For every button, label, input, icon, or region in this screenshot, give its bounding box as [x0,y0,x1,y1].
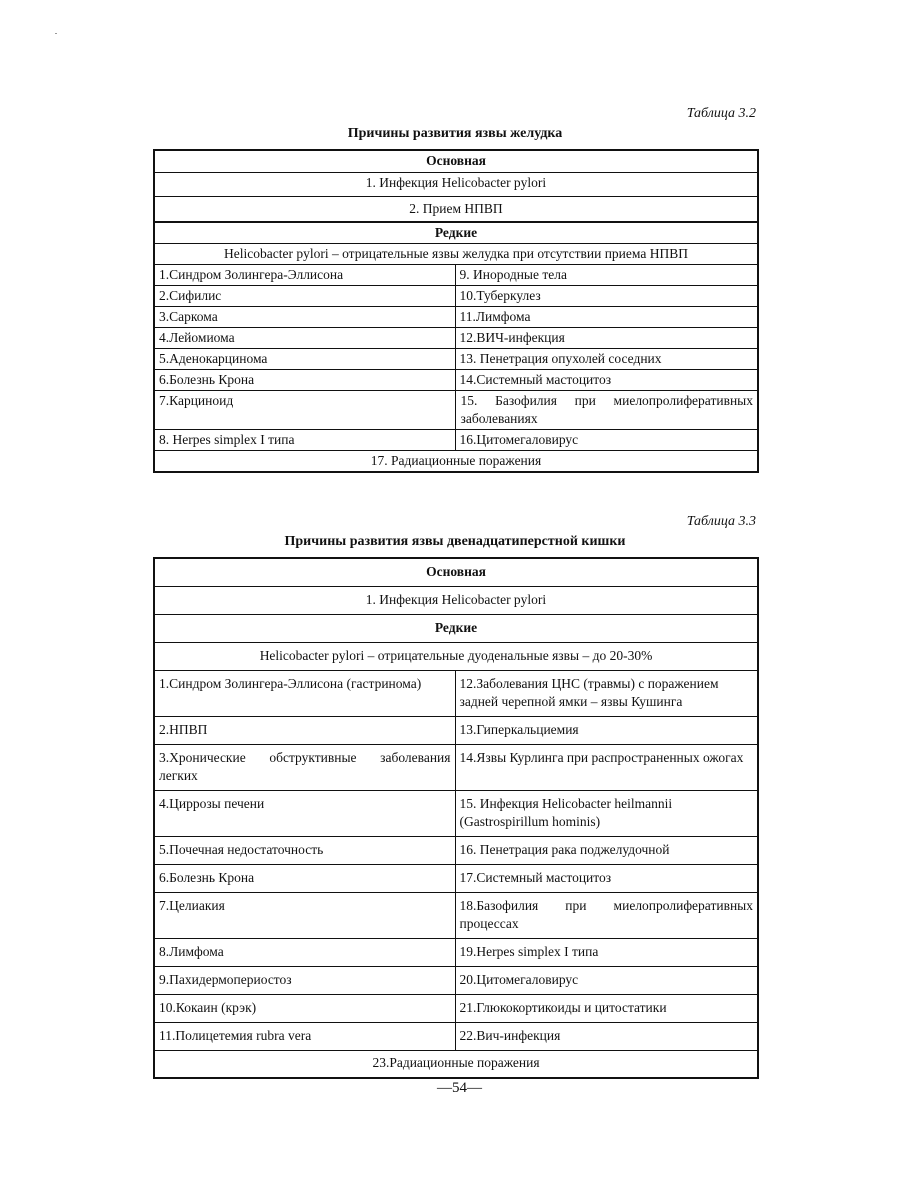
table2-label: Таблица 3.3 [686,514,756,529]
table-row [154,1023,758,1051]
table-row [154,328,758,349]
table-cell: 13. Пенетрация опухолей соседних [455,349,758,370]
table-row [154,370,758,391]
table-row [154,286,758,307]
table1-main-item: 2. Прием НПВП [154,197,758,223]
table1-main-header: Основная [154,150,758,173]
table-cell: 19.Herpes simplex I типа [455,939,758,967]
table1-label: Таблица 3.2 [686,106,756,121]
table-row [154,671,758,717]
table-row [154,837,758,865]
table2-title: Причины развития язвы двенадцатиперстной кишки [284,534,626,549]
table-row [154,865,758,893]
page-number: —54— [437,1080,482,1096]
table2-rare-header: Редкие [154,615,758,643]
table-cell: 10.Туберкулез [455,286,758,307]
table-cell: 15. Базофилия при миелопролиферативных заболеваниях [455,391,758,430]
table-row [154,349,758,370]
table-cell: 16.Цитомегаловирус [455,430,758,451]
table-cell: 8.Лимфома [154,939,455,967]
scan-speck [55,33,57,34]
table-cell: 3.Хронические обструктивные заболевания легких [154,745,455,791]
table-cell: 2.НПВП [154,717,455,745]
table2-rare-note: Helicobacter pylori – отрицательные дуоденальные язвы – до 20-30% [154,643,758,671]
table-row [154,307,758,328]
table-cell: 21.Глюкокортикоиды и цитостатики [455,995,758,1023]
table2-main-item: 1. Инфекция Helicobacter pylori [154,587,758,615]
table-cell: 20.Цитомегаловирус [455,967,758,995]
table-cell: 6.Болезнь Крона [154,865,455,893]
table-cell: 7.Целиакия [154,893,455,939]
table-cell: 4.Лейомиома [154,328,455,349]
table-cell: 10.Кокаин (крэк) [154,995,455,1023]
table-cell: 5.Почечная недостаточность [154,837,455,865]
table-row [154,745,758,791]
table-cell: 2.Сифилис [154,286,455,307]
table1-title: Причины развития язвы желудка [347,126,563,141]
table-cell: 1.Синдром Золингера-Эллисона (гастринома) [154,671,455,717]
table-cell: 18.Базофилия при миелопролиферативных процессах [455,893,758,939]
table-row [154,967,758,995]
table-cell: 11.Полицетемия rubra vera [154,1023,455,1051]
table-cell: 1.Синдром Золингера-Эллисона [154,265,455,286]
table-cell: 6.Болезнь Крона [154,370,455,391]
table-row [154,893,758,939]
table-row [154,717,758,745]
table2 [153,557,759,1079]
table-cell: 16. Пенетрация рака поджелудочной [455,837,758,865]
table-cell: 11.Лимфома [455,307,758,328]
table-cell: 7.Карциноид [154,391,455,430]
table-cell: 9. Инородные тела [455,265,758,286]
table-cell: 17.Системный мастоцитоз [455,865,758,893]
table2-footer: 23.Радиационные поражения [154,1051,758,1079]
table-cell: 22.Вич-инфекция [455,1023,758,1051]
table1-main-item: 1. Инфекция Helicobacter pylori [154,173,758,197]
table1 [153,149,759,473]
table-cell: 3.Саркома [154,307,455,328]
table-cell: 15. Инфекция Helicobacter heilmannii (Gastrospirillum hominis) [455,791,758,837]
table-row [154,791,758,837]
table-row [154,430,758,451]
table-row [154,939,758,967]
table-cell: 14.Язвы Курлинга при распространенных ожогах [455,745,758,791]
table-cell: 12.Заболевания ЦНС (травмы) с поражением задней черепной ямки – язвы Кушинга [455,671,758,717]
table-cell: 8. Herpes simplex I типа [154,430,455,451]
table-cell: 9.Пахидермопериостоз [154,967,455,995]
table1-rare-header: Редкие [154,222,758,244]
table2-main-header: Основная [154,558,758,587]
table1-rare-note: Helicobacter pylori – отрицательные язвы желудка при отсутствии приема НПВП [154,244,758,265]
table-cell: 5.Аденокарцинома [154,349,455,370]
table-row [154,265,758,286]
table-row [154,391,758,430]
table-cell: 4.Циррозы печени [154,791,455,837]
table-row [154,995,758,1023]
table-cell: 12.ВИЧ-инфекция [455,328,758,349]
table-cell: 14.Системный мастоцитоз [455,370,758,391]
table-cell: 13.Гиперкальциемия [455,717,758,745]
table1-footer: 17. Радиационные поражения [154,451,758,473]
